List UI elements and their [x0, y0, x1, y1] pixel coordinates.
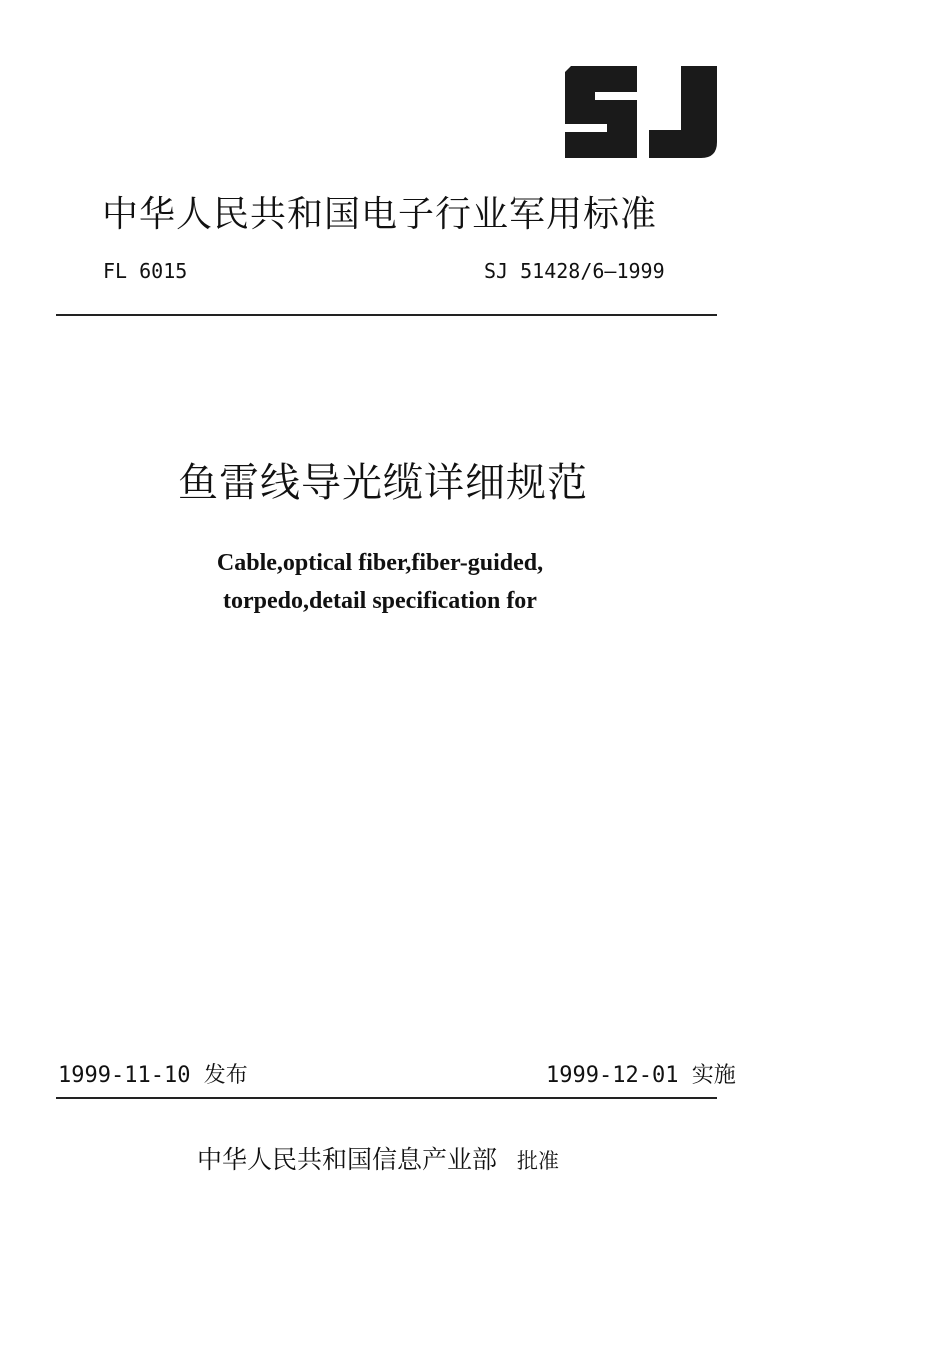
implementation-date: 1999-12-01 实施 [546, 1063, 736, 1088]
bottom-divider [56, 1097, 717, 1099]
sj-logo [565, 66, 720, 158]
standard-number: SJ 51428/6—1999 [484, 259, 665, 283]
english-title-line-2: torpedo,detail specification for [223, 588, 537, 614]
english-title-line-1: Cable,optical fiber,fiber-guided, [216, 550, 544, 576]
top-divider [56, 314, 717, 316]
fl-classification-code: FL 6015 [103, 259, 188, 283]
approver-name: 中华人民共和国信息产业部 [197, 1145, 498, 1174]
document-title-english [150, 544, 610, 620]
sj-logo-letter-s [565, 66, 637, 158]
approve-label: 批准 [517, 1149, 560, 1173]
document-title-chinese: 鱼雷线导光缆详细规范 [178, 460, 588, 506]
sj-logo-letter-j [649, 66, 717, 158]
issue-date: 1999-11-10 发布 [58, 1063, 248, 1088]
approving-authority [197, 1140, 559, 1176]
standard-category-title: 中华人民共和国电子行业军用标准 [102, 194, 658, 235]
